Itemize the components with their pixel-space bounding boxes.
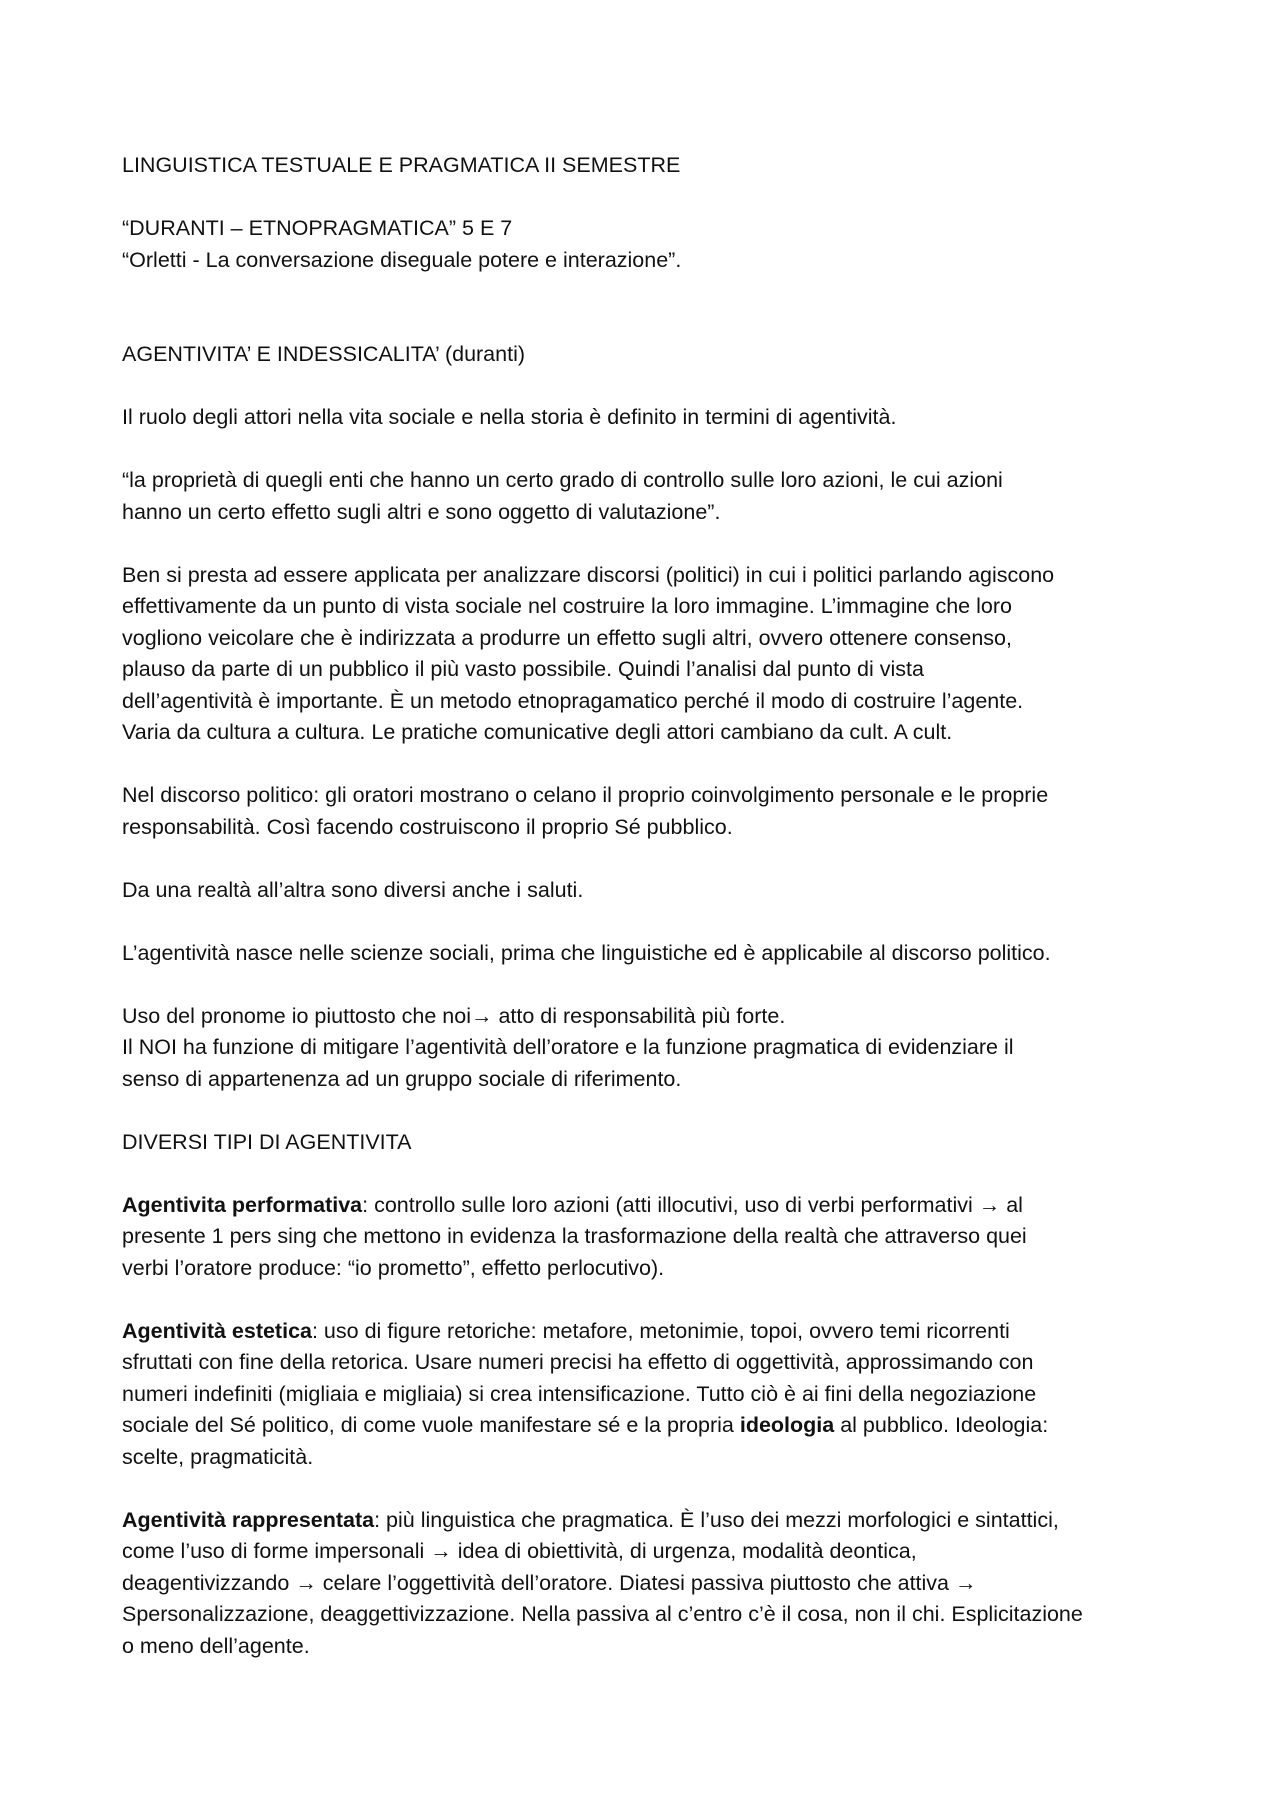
text-line: senso di appartenenza ad un gruppo sociale di riferimento. bbox=[122, 1066, 682, 1091]
paragraph-agentivita-performativa bbox=[122, 1190, 1182, 1285]
text-fragment: : più linguistica che pragmatica. È l’uso dei mezzi morfologici e sintattici, bbox=[374, 1507, 1059, 1532]
text-line: sfruttati con fine della retorica. Usare numeri precisi ha effetto di oggettività, approssimando con bbox=[122, 1350, 1034, 1374]
text-line: dell’agentività è importante. È un metodo etnopragamatico perché il modo di costruire l’agente. bbox=[122, 688, 1024, 713]
text-line: verbi l’oratore produce: “io prometto”, effetto perlocutivo). bbox=[122, 1255, 665, 1280]
paragraph-ruolo-attori: Il ruolo degli attori nella vita sociale e nella storia è definito in termini di agentività. bbox=[122, 405, 897, 429]
text-line: o meno dell’agente. bbox=[122, 1633, 310, 1658]
paragraph-discorso-politico bbox=[122, 780, 1182, 843]
term-performativa: Agentivita performativa bbox=[122, 1192, 363, 1217]
text-fragment: sociale del Sé politico, di come vuole manifestare sé e la propria bbox=[122, 1413, 740, 1437]
paragraph-agentivita-rappresentata bbox=[122, 1505, 1182, 1663]
text-line bbox=[122, 1505, 1182, 1537]
document-page bbox=[122, 150, 1182, 1662]
section-heading-tipi: DIVERSI TIPI DI AGENTIVITA bbox=[122, 1129, 412, 1154]
text-line bbox=[122, 1190, 1182, 1222]
text-line: Il NOI ha funzione di mitigare l’agentività dell’oratore e la funzione pragmatica di evidenziare il bbox=[122, 1035, 1014, 1059]
text-line bbox=[122, 1410, 1182, 1442]
text-line: responsabilità. Così facendo costruiscono il proprio Sé pubblico. bbox=[122, 814, 733, 839]
text-fragment: : controllo sulle loro azioni (atti illocutivi, uso di verbi performativi → al bbox=[362, 1192, 1023, 1217]
paragraph-saluti: Da una realtà all’altra sono diversi anche i saluti. bbox=[122, 877, 584, 902]
document-title: LINGUISTICA TESTUALE E PRAGMATICA II SEMESTRE bbox=[122, 153, 681, 177]
text-fragment: al pubblico. Ideologia: bbox=[834, 1413, 1049, 1437]
paragraph-scienze-sociali: L’agentività nasce nelle scienze sociali, prima che linguistiche ed è applicabile al discorso politico. bbox=[122, 940, 1051, 965]
text-line: numeri indefiniti (migliaia e migliaia) si crea intensificazione. Tutto ciò è ai fini della negoziazione bbox=[122, 1381, 1037, 1406]
term-rappresentata: Agentività rappresentata bbox=[122, 1507, 375, 1532]
paragraph-discorsi-politici bbox=[122, 560, 1182, 749]
text-line: scelte, pragmaticità. bbox=[122, 1444, 314, 1469]
text-fragment: : uso di figure retoriche: metafore, metonimie, topoi, ovvero temi ricorrenti bbox=[311, 1318, 1010, 1343]
text-line: Spersonalizzazione, deaggettivizzazione. Nella passiva al c’entro c’è il cosa, non il chi. Esplicitazione bbox=[122, 1602, 1083, 1626]
text-line: hanno un certo effetto sugli altri e sono oggetto di valutazione”. bbox=[122, 499, 721, 524]
text-line: presente 1 pers sing che mettono in evidenza la trasformazione della realtà che attraverso quei bbox=[122, 1224, 1027, 1248]
text-line: come l’uso di forme impersonali → idea di obiettività, di urgenza, modalità deontica, bbox=[122, 1539, 917, 1563]
text-line: “la proprietà di quegli enti che hanno un certo grado di controllo sulle loro azioni, le cui azioni bbox=[122, 468, 1003, 492]
text-line: deagentivizzando → celare l’oggettività dell’oratore. Diatesi passiva piuttosto che attiva → bbox=[122, 1570, 977, 1595]
text-line: effettivamente da un punto di vista sociale nel costruire la loro immagine. L’immagine che loro bbox=[122, 594, 1012, 618]
text-line bbox=[122, 1316, 1182, 1348]
text-line: Nel discorso politico: gli oratori mostrano o celano il proprio coinvolgimento personale e le proprie bbox=[122, 783, 1049, 807]
term-estetica: Agentività estetica bbox=[122, 1318, 312, 1343]
paragraph-pronome bbox=[122, 1001, 1182, 1096]
section-heading-agentivita: AGENTIVITA’ E INDESSICALITA’ (duranti) bbox=[122, 342, 526, 366]
text-line: Ben si presta ad essere applicata per analizzare discorsi (politici) in cui i politici parlando agiscono bbox=[122, 562, 1055, 587]
paragraph-agentivita-estetica bbox=[122, 1316, 1182, 1474]
text-line: Varia da cultura a cultura. Le pratiche comunicative degli attori cambiano da cult. A cult. bbox=[122, 720, 953, 744]
text-line: vogliono veicolare che è indirizzata a produrre un effetto sugli altri, ovvero ottenere consenso, bbox=[122, 625, 1012, 650]
reference-duranti: “DURANTI – ETNOPRAGMATICA” 5 E 7 bbox=[122, 216, 513, 240]
paragraph-definizione bbox=[122, 465, 1182, 528]
references-block bbox=[122, 213, 1182, 276]
text-line: Uso del pronome io piuttosto che noi→ atto di responsabilità più forte. bbox=[122, 1003, 786, 1028]
reference-orletti: “Orletti - La conversazione diseguale potere e interazione”. bbox=[122, 247, 682, 272]
term-ideologia: ideologia bbox=[739, 1413, 835, 1437]
text-line: plauso da parte di un pubblico il più vasto possibile. Quindi l’analisi dal punto di vista bbox=[122, 657, 924, 681]
